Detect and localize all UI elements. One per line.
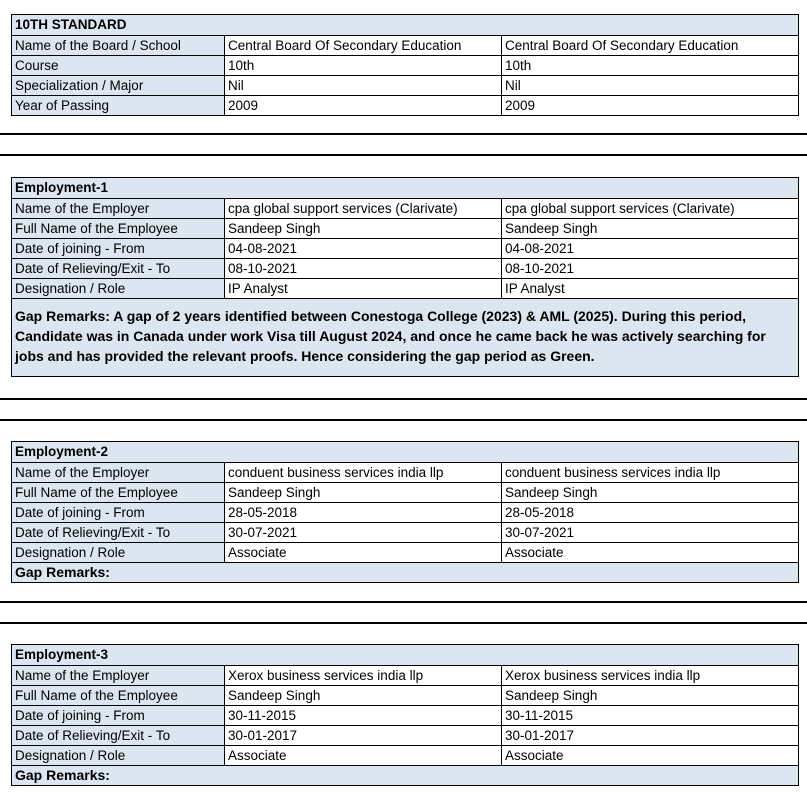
employment-2-table: [11, 441, 799, 583]
row-label: Full Name of the Employee: [12, 219, 225, 238]
row-label: Name of the Employer: [12, 666, 225, 685]
value-cell: Sandeep Singh: [505, 221, 598, 236]
table-row: [12, 745, 798, 765]
divider: [0, 601, 807, 603]
row-label: Name of the Board / School: [12, 36, 225, 55]
value-cell: Associate: [505, 748, 564, 763]
value-cell: Nil: [225, 76, 502, 95]
row-label: Year of Passing: [12, 96, 225, 115]
row-label: Name of the Employer: [12, 463, 225, 482]
table-row: [12, 35, 798, 55]
section-header: [12, 15, 798, 35]
table-row: [12, 705, 798, 725]
table-row: [12, 75, 798, 95]
value-cell: Associate: [505, 545, 564, 560]
table-row: [12, 665, 798, 685]
row-label: Full Name of the Employee: [12, 483, 225, 502]
value-cell: 2009: [225, 96, 502, 115]
divider: [0, 133, 807, 135]
table-row: [12, 685, 798, 705]
row-label: Name of the Employer: [12, 199, 225, 218]
table-row: [12, 502, 798, 522]
row-label: Date of joining - From: [12, 706, 225, 725]
value-cell: Nil: [505, 78, 521, 93]
section-title: Employment-3: [15, 647, 109, 662]
row-label: Date of Relieving/Exit - To: [12, 726, 225, 745]
row-label: Date of joining - From: [12, 503, 225, 522]
value-cell: Sandeep Singh: [505, 485, 598, 500]
value-cell: 30-01-2017: [225, 726, 502, 745]
value-cell: Central Board Of Secondary Education: [505, 38, 739, 53]
value-cell: IP Analyst: [505, 281, 565, 296]
row-label: Date of Relieving/Exit - To: [12, 259, 225, 278]
divider: [0, 154, 807, 156]
table-row: [12, 725, 798, 745]
section-title: Employment-2: [15, 444, 109, 459]
value-cell: 08-10-2021: [505, 261, 575, 276]
row-label: Specialization / Major: [12, 76, 225, 95]
table-row: [12, 198, 798, 218]
value-cell: 28-05-2018: [505, 505, 575, 520]
table-row: [12, 218, 798, 238]
value-cell: 10th: [505, 58, 532, 73]
table-row: [12, 482, 798, 502]
value-cell: Central Board Of Secondary Education: [225, 36, 502, 55]
table-row: [12, 278, 798, 298]
row-label: Designation / Role: [12, 746, 225, 765]
gap-remarks: Gap Remarks:: [12, 765, 798, 785]
value-cell: Xerox business services india llp: [225, 666, 502, 685]
section-header: [12, 442, 798, 462]
value-cell: 28-05-2018: [225, 503, 502, 522]
value-cell: Sandeep Singh: [225, 219, 502, 238]
divider: [0, 398, 807, 400]
value-cell: 30-07-2021: [225, 523, 502, 542]
row-label: Date of joining - From: [12, 239, 225, 258]
value-cell: 04-08-2021: [225, 239, 502, 258]
value-cell: conduent business services india llp: [505, 465, 721, 480]
value-cell: 30-07-2021: [505, 525, 575, 540]
value-cell: Sandeep Singh: [505, 688, 598, 703]
value-cell: 04-08-2021: [505, 241, 575, 256]
table-row: [12, 542, 798, 562]
section-header: [12, 178, 798, 198]
value-cell: 30-11-2015: [225, 706, 502, 725]
value-cell: Associate: [225, 746, 502, 765]
section-title: Employment-1: [15, 180, 109, 195]
value-cell: 2009: [505, 98, 536, 113]
table-row: [12, 238, 798, 258]
value-cell: Sandeep Singh: [225, 686, 502, 705]
row-label: Date of Relieving/Exit - To: [12, 523, 225, 542]
value-cell: 10th: [225, 56, 502, 75]
table-row: [12, 95, 798, 115]
table-row: [12, 462, 798, 482]
section-header: [12, 645, 798, 665]
section-title: 10TH STANDARD: [15, 17, 127, 32]
divider: [0, 419, 807, 421]
gap-remarks: Gap Remarks: A gap of 2 years identified between Conestoga College (2023) & AML (2025). During this period, Candidate was in Canada under work Visa till August 2024, and once he came back he was actively searching for jobs and has provided the relevant proofs. Hence considering the gap period as Green.: [12, 298, 798, 376]
value-cell: conduent business services india llp: [225, 463, 502, 482]
gap-remarks: Gap Remarks:: [12, 562, 798, 582]
value-cell: 08-10-2021: [225, 259, 502, 278]
value-cell: cpa global support services (Clarivate): [505, 201, 735, 216]
row-label: Course: [12, 56, 225, 75]
value-cell: Associate: [225, 543, 502, 562]
value-cell: Xerox business services india llp: [505, 668, 701, 683]
divider: [0, 622, 807, 624]
employment-1-table: [11, 177, 799, 377]
value-cell: 30-01-2017: [505, 728, 575, 743]
value-cell: Sandeep Singh: [225, 483, 502, 502]
table-row: [12, 522, 798, 542]
education-10th-table: [11, 14, 799, 116]
row-label: Designation / Role: [12, 543, 225, 562]
value-cell: IP Analyst: [225, 279, 502, 298]
value-cell: 30-11-2015: [505, 708, 574, 723]
table-row: [12, 55, 798, 75]
value-cell: cpa global support services (Clarivate): [225, 199, 502, 218]
table-row: [12, 258, 798, 278]
employment-3-table: [11, 644, 799, 786]
row-label: Full Name of the Employee: [12, 686, 225, 705]
row-label: Designation / Role: [12, 279, 225, 298]
